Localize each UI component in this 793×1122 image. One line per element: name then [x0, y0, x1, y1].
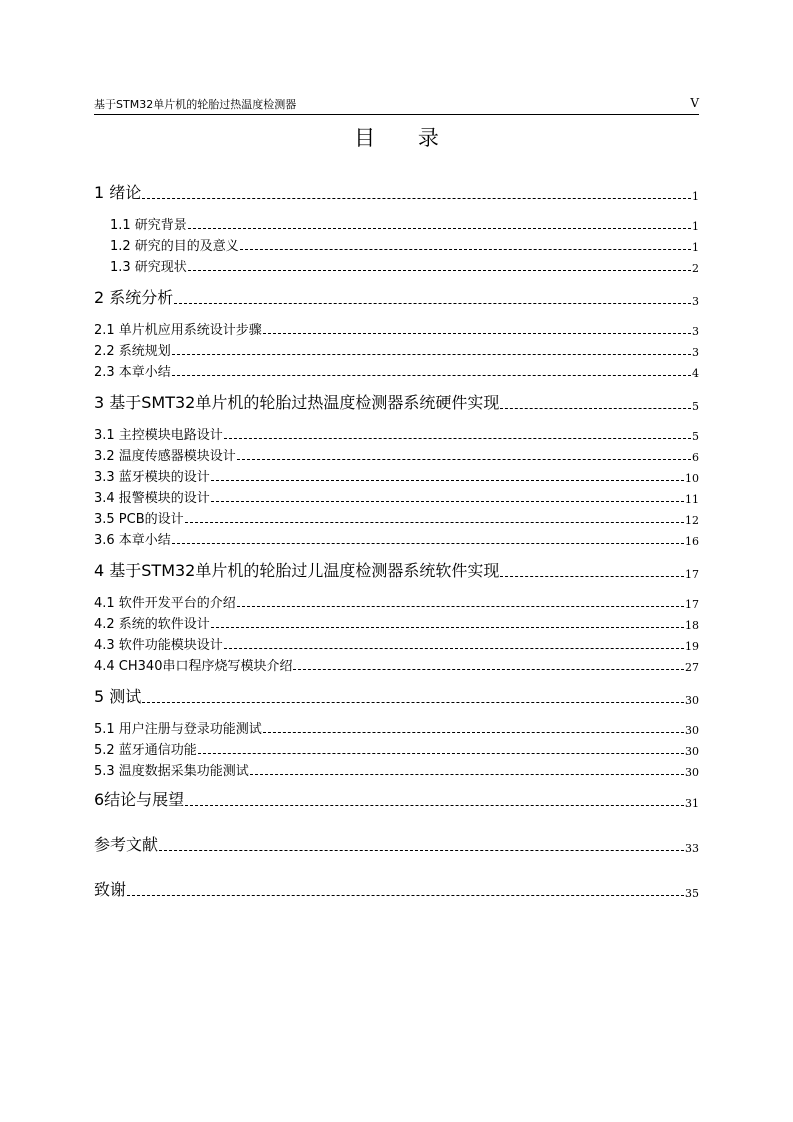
toc-leader [263, 333, 691, 334]
toc-entry-page: 4 [692, 367, 699, 380]
toc-entry-1-1[interactable] [110, 214, 699, 233]
header-page-number: V [690, 96, 699, 110]
toc-entry-page: 30 [685, 766, 699, 779]
toc-leader [198, 753, 684, 754]
toc-entry-label: 2 系统分析 [94, 288, 174, 307]
toc-leader [188, 228, 691, 229]
toc-entry-page: 18 [685, 619, 699, 632]
toc-entry-1-2[interactable] [110, 235, 699, 254]
toc-leader [500, 576, 684, 577]
toc-entry-label: 1.2 研究的目的及意义 [110, 239, 239, 254]
toc-entry-5-3[interactable] [94, 760, 699, 779]
toc-entry-references[interactable] [94, 832, 699, 855]
toc-entry-page: 30 [685, 694, 699, 707]
toc-entry-3-5[interactable] [94, 508, 699, 527]
toc-entry-page: 11 [685, 493, 699, 506]
toc-leader [240, 249, 691, 250]
toc-entry-page: 6 [692, 451, 699, 464]
toc-entry-page: 10 [685, 472, 699, 485]
toc-entry-2-1[interactable] [94, 319, 699, 338]
toc-entry-label: 4.3 软件功能模块设计 [94, 638, 223, 653]
toc-entry-2-3[interactable] [94, 361, 699, 380]
toc-leader [237, 606, 684, 607]
toc-leader [250, 774, 684, 775]
toc-entry-label: 5.3 温度数据采集功能测试 [94, 764, 249, 779]
toc-entry-5-1[interactable] [94, 718, 699, 737]
toc-entry-page: 1 [692, 220, 699, 233]
toc-entry-label: 3.5 PCB的设计 [94, 512, 184, 527]
toc-entry-page: 17 [685, 568, 699, 581]
header-title: 基于STM32单片机的轮胎过热温度检测器 [94, 98, 297, 111]
toc-entry-chapter-1[interactable] [94, 180, 699, 203]
toc-entry-3-2[interactable] [94, 445, 699, 464]
toc-leader [211, 480, 684, 481]
toc-title: 目 录 [354, 126, 457, 150]
toc-leader [142, 702, 684, 703]
toc-entry-page: 31 [685, 797, 699, 810]
toc-entry-page: 3 [692, 325, 699, 338]
toc-entry-chapter-3[interactable] [94, 390, 699, 413]
toc-entry-page: 17 [685, 598, 699, 611]
toc-entry-page: 5 [692, 400, 699, 413]
toc-entry-3-1[interactable] [94, 424, 699, 443]
toc-entry-label: 2.2 系统规划 [94, 344, 171, 359]
toc-entry-5-2[interactable] [94, 739, 699, 758]
toc-entry-chapter-6[interactable] [94, 787, 699, 810]
toc-leader [237, 459, 691, 460]
toc-entry-label: 1.1 研究背景 [110, 218, 187, 233]
toc-leader [211, 501, 684, 502]
toc-entry-page: 5 [692, 430, 699, 443]
toc-entry-4-3[interactable] [94, 634, 699, 653]
toc-entry-label: 6结论与展望 [94, 790, 185, 809]
toc-entry-label: 3 基于SMT32单片机的轮胎过热温度检测器系统硬件实现 [94, 393, 500, 412]
toc-leader [172, 375, 691, 376]
toc-entry-page: 30 [685, 724, 699, 737]
toc-leader [174, 303, 691, 304]
toc-entry-4-1[interactable] [94, 592, 699, 611]
toc-entry-label: 1.3 研究现状 [110, 260, 187, 275]
toc-leader [185, 522, 684, 523]
toc-entry-label: 5.2 蓝牙通信功能 [94, 743, 197, 758]
toc-entry-page: 35 [685, 887, 699, 900]
toc-entry-label: 4 基于STM32单片机的轮胎过儿温度检测器系统软件实现 [94, 561, 500, 580]
toc-entry-page: 33 [685, 842, 699, 855]
toc-entry-label: 致谢 [94, 880, 127, 899]
toc-leader [293, 669, 684, 670]
toc-entry-label: 3.3 蓝牙模块的设计 [94, 470, 210, 485]
toc-entry-4-4[interactable] [94, 655, 699, 674]
toc-entry-page: 2 [692, 262, 699, 275]
toc-entry-label: 4.4 CH340串口程序烧写模块介绍 [94, 659, 293, 674]
toc-entry-label: 参考文献 [94, 835, 159, 854]
toc-leader [142, 198, 691, 199]
toc-entry-label: 5.1 用户注册与登录功能测试 [94, 722, 262, 737]
toc-leader [185, 805, 684, 806]
toc-entry-page: 1 [692, 190, 699, 203]
toc-leader [500, 408, 691, 409]
toc-entry-label: 3.2 温度传感器模块设计 [94, 449, 236, 464]
toc-entry-chapter-5[interactable] [94, 684, 699, 707]
toc-entry-page: 12 [685, 514, 699, 527]
toc-entry-label: 4.1 软件开发平台的介绍 [94, 596, 236, 611]
page-header [94, 94, 699, 115]
toc-leader [127, 895, 684, 896]
toc-entry-2-2[interactable] [94, 340, 699, 359]
toc-entry-page: 16 [685, 535, 699, 548]
toc-entry-page: 30 [685, 745, 699, 758]
toc-entry-label: 3.4 报警模块的设计 [94, 491, 210, 506]
toc-leader [224, 648, 684, 649]
toc-entry-label: 1 绪论 [94, 183, 142, 202]
toc-leader [211, 627, 684, 628]
toc-entry-3-6[interactable] [94, 529, 699, 548]
toc-entry-label: 2.3 本章小结 [94, 365, 171, 380]
toc-entry-page: 27 [685, 661, 699, 674]
toc-entry-page: 1 [692, 241, 699, 254]
toc-entry-page: 19 [685, 640, 699, 653]
toc-entry-label: 2.1 单片机应用系统设计步骤 [94, 323, 262, 338]
toc-entry-label: 3.6 本章小结 [94, 533, 171, 548]
toc-leader [159, 850, 684, 851]
toc-entry-page: 3 [692, 295, 699, 308]
toc-leader [188, 270, 691, 271]
toc-entry-label: 4.2 系统的软件设计 [94, 617, 210, 632]
toc-entry-chapter-4[interactable] [94, 558, 699, 581]
toc-entry-chapter-2[interactable] [94, 285, 699, 308]
toc-entry-label: 5 测试 [94, 687, 142, 706]
toc-entry-3-3[interactable] [94, 466, 699, 485]
toc-entry-4-2[interactable] [94, 613, 699, 632]
toc-leader [224, 438, 691, 439]
toc-entry-1-3[interactable] [110, 256, 699, 275]
toc-entry-3-4[interactable] [94, 487, 699, 506]
toc-entry-acknowledgements[interactable] [94, 877, 699, 900]
toc-leader [172, 543, 684, 544]
toc-leader [172, 354, 691, 355]
toc-entry-page: 3 [692, 346, 699, 359]
toc-leader [263, 732, 684, 733]
toc-entry-label: 3.1 主控模块电路设计 [94, 428, 223, 443]
